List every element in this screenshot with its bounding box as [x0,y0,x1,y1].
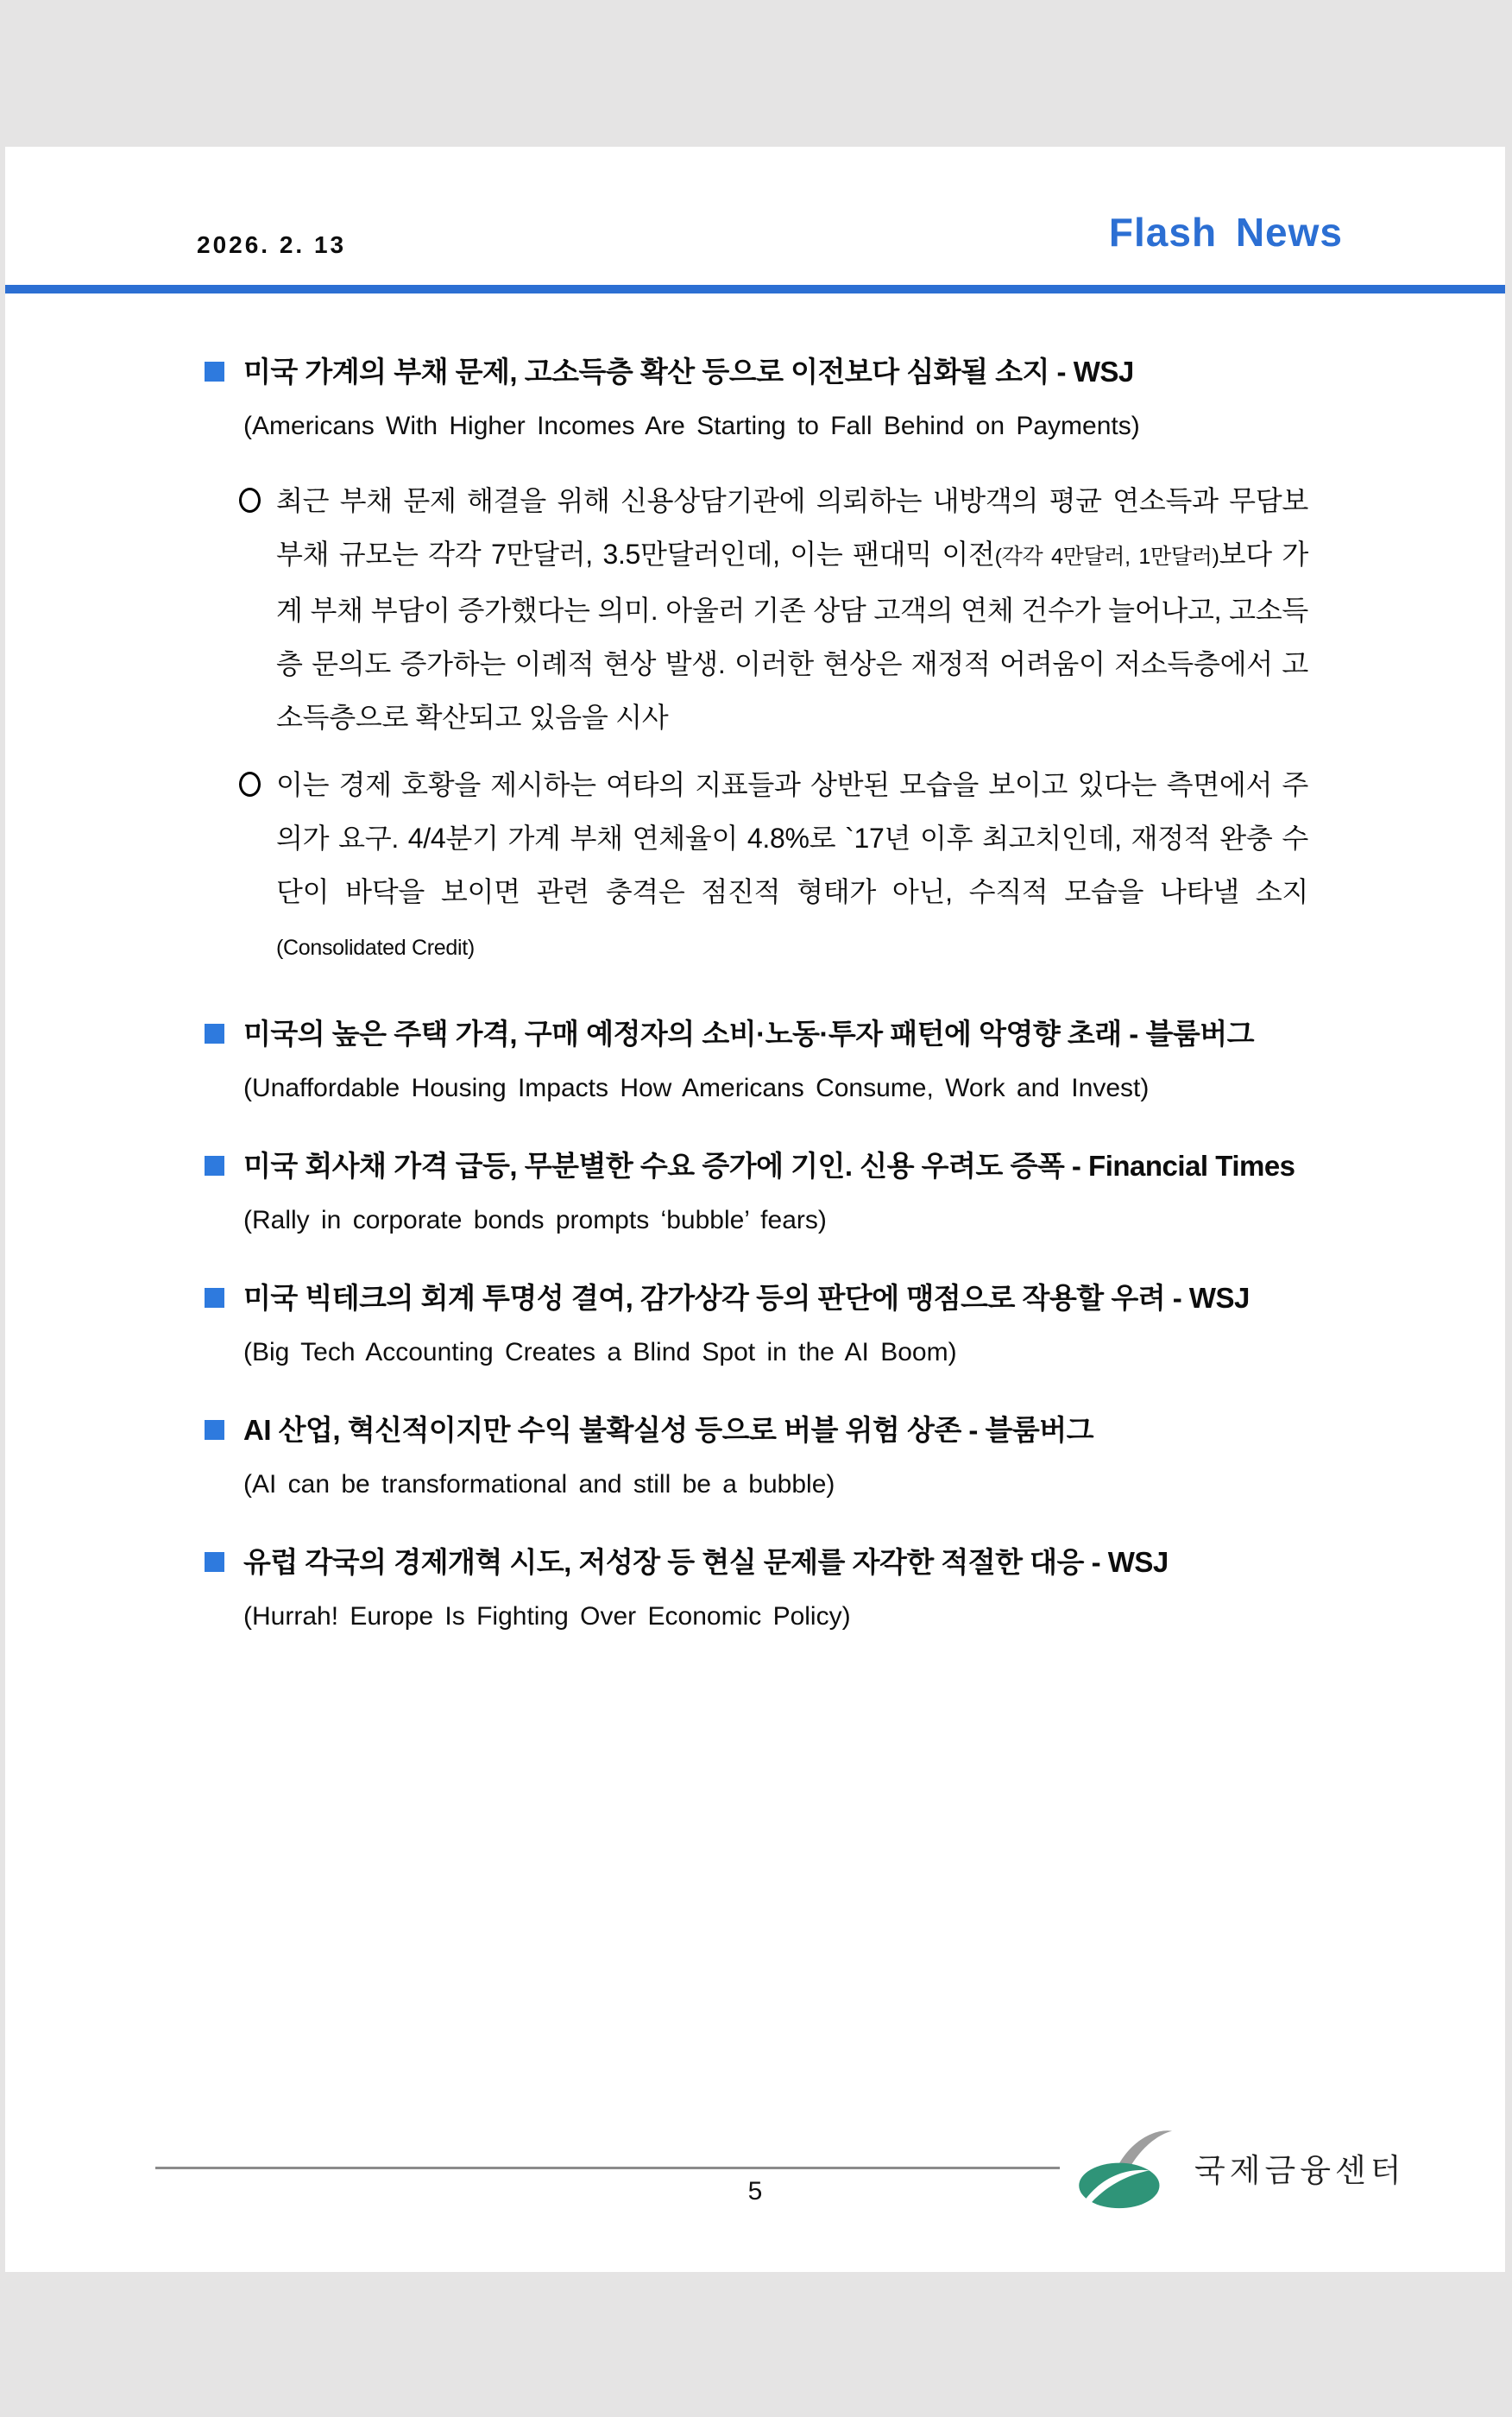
news-item [205,1543,1308,1635]
detail-segment: 최근 부채 문제 해결을 위해 신용상담기관에 의뢰하는 내방객의 평균 연소득과 무담보 부채 규모는 각각 7만달러, 3.5만달러인데, 이는 팬대믹 이전 [276,485,1308,570]
news-subtitle: (Unaffordable Housing Impacts How Americans Consume, Work and Invest) [243,1074,1150,1102]
detail-segment: 보다 가계 부채 부담이 증가했다는 의미. 아울러 기존 상담 고객의 연체 건수가 늘어나고, 고소득층 문의도 증가하는 이례적 현상 발생. 이러한 현상은 재정적 어려움이 저소득층에서 고소득층으로 확산되고 있음을 시사 [276,539,1308,733]
news-item [205,1278,1308,1371]
news-headline: 미국 빅테크의 회계 투명성 결여, 감가상각 등의 판단에 맹점으로 작용할 우려 - WSJ [243,1282,1250,1314]
bullet-square-icon [205,1552,224,1572]
document-page [5,147,1505,2272]
detail-text [276,474,1308,744]
news-headline: 유럽 각국의 경제개혁 시도, 저성장 등 현실 문제를 자각한 적절한 대응 - WSJ [243,1546,1169,1578]
news-headline: AI 산업, 혁신적이지만 수익 불확실성 등으로 버블 위험 상존 - 블룸버그 [243,1414,1094,1446]
page-header [5,147,1505,293]
footer-rule [155,2167,1060,2169]
page-title: Flash News [1108,210,1343,255]
news-subtitle: (Hurrah! Europe Is Fighting Over Economic Policy) [243,1602,851,1631]
news-item [205,352,1308,975]
news-subtitle: (AI can be transformational and still be a bubble) [243,1470,835,1499]
detail-text [276,758,1308,975]
news-headline: 미국의 높은 주택 가격, 구매 예정자의 소비·노동·투자 패턴에 악영향 초래 - 블룸버그 [243,1018,1254,1050]
header-rule [5,285,1505,293]
detail-segment-small: (Consolidated Credit) [276,936,475,960]
bullet-square-icon [205,1156,224,1176]
detail-paragraph [239,474,1308,744]
news-item [205,1410,1308,1503]
news-subtitle: (Rally in corporate bonds prompts ‘bubble’ fears) [243,1206,827,1234]
page-number: 5 [747,2177,763,2206]
news-subtitle: (Americans With Higher Incomes Are Starting to Fall Behind on Payments) [243,412,1140,440]
bullet-square-icon [205,1420,224,1440]
news-subtitle: (Big Tech Accounting Creates a Blind Spot in the AI Boom) [243,1338,957,1366]
headline-row [205,1014,1308,1053]
circle-bullet-icon [239,772,261,797]
headline-row [205,1278,1308,1317]
circle-bullet-icon [239,488,261,513]
news-headline: 미국 회사채 가격 급등, 무분별한 수요 증가에 기인. 신용 우려도 증폭 - Financial Times [243,1150,1295,1182]
detail-segment-small: (각각 4만달러, 1만달러) [994,545,1219,569]
news-item [205,1014,1308,1107]
headline-row [205,352,1308,391]
headline-row [205,1146,1308,1185]
headline-row [205,1410,1308,1449]
news-headline: 미국 가계의 부채 문제, 고소득층 확산 등으로 이전보다 심화될 소지 - WSJ [243,356,1134,388]
bullet-square-icon [205,1024,224,1044]
bullet-square-icon [205,1288,224,1308]
logo-text: 국제금융센터 [1194,2153,1406,2188]
report-date: 2026. 2. 13 [197,231,347,258]
headline-row [205,1543,1308,1581]
news-list [5,293,1505,1635]
detail-paragraph [239,758,1308,975]
bullet-square-icon [205,362,224,382]
detail-segment: 이는 경제 호황을 제시하는 여타의 지표들과 상반된 모습을 보이고 있다는 측면에서 주의가 요구. 4/4분기 가계 부채 연체율이 4.8%로 `17년 이후 최고치인데, 재정적 완충 수단이 바닥을 보이면 관련 충격은 점진적 형태가 아닌, 수직적 모습을 나타낼 소지 [276,769,1308,907]
news-item [205,1146,1308,1239]
